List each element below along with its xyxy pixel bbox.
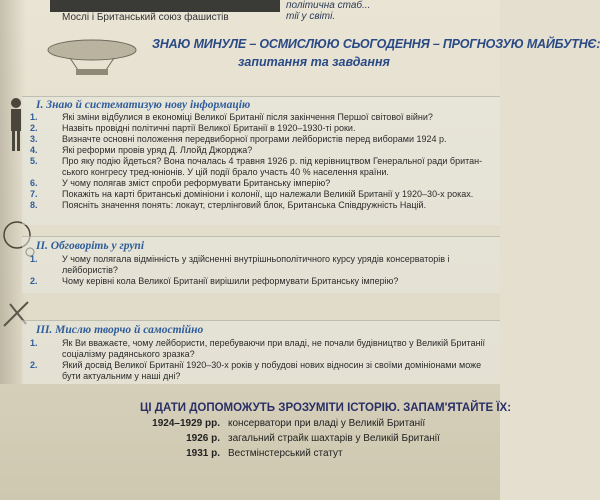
list-item: 3. Визначте основні положення передвиборної програми лейбористів перед виборами 1924 р. xyxy=(30,134,447,144)
top-right-line-2: тії у світі. xyxy=(286,11,336,22)
date-label: 1924–1929 рр. xyxy=(152,418,220,429)
section-1-title: I. Знаю й систематизую нову інформацію xyxy=(36,99,251,111)
date-event: Вестмінстерський статут xyxy=(228,448,343,459)
photo-caption: Мослі і Британський союз фашистів xyxy=(62,12,229,23)
list-item: 4. Які реформи провів уряд Д. Ллойд Джорджа? xyxy=(30,145,253,155)
date-row xyxy=(140,448,500,463)
section-3-title: III. Мислю творчо й самостійно xyxy=(36,324,204,336)
list-item: 7. Покажіть на карті британські домініони і колонії, що належали Великій Британії у 1920–30-х роках. xyxy=(30,189,474,199)
banner-subtitle: запитання та завдання xyxy=(238,55,390,69)
date-event: консерватори при владі у Великій Британії xyxy=(228,418,426,429)
list-item: 6. У чому полягав зміст спроби реформувати Британську імперію? xyxy=(30,178,331,188)
photo-edge xyxy=(50,0,280,12)
airship-illustration xyxy=(30,36,140,82)
dates-title: ЦІ ДАТИ ДОПОМОЖУТЬ ЗРОЗУМІТИ ІСТОРІЮ. ЗАПАМ'ЯТАЙТЕ ЇХ: xyxy=(140,402,512,414)
section-2-list xyxy=(20,254,498,287)
date-row xyxy=(140,418,500,433)
section-banner xyxy=(128,33,600,75)
dates-list xyxy=(140,418,500,463)
date-row xyxy=(140,433,500,448)
date-label: 1926 р. xyxy=(186,433,220,444)
list-item: 1. Як Ви вважаєте, чому лейбористи, перебуваючи при владі, не почали будівництво у Великій Британії xyxy=(30,338,486,348)
list-item: ського конгресу тред-юніонів. У цій події брало участь 40 % населення країни. xyxy=(62,167,389,177)
list-item: 5. Про яку подію йдеться? Вона почалась 4 травня 1926 р. під керівництвом Генеральної ради британ- xyxy=(30,156,483,166)
list-item: 2. Який досвід Великої Британії 1920–30-х років у побудові нових відносин зі своїми домініонами може xyxy=(30,360,482,370)
date-label: 1931 р. xyxy=(186,448,220,459)
list-item: 1. Які зміни відбулися в економіці Великої Британії після закінчення Першої світової війни? xyxy=(30,112,433,122)
top-right-line-1: політична стаб... xyxy=(286,0,371,11)
top-right-text xyxy=(286,0,370,22)
list-item: 2. Назвіть провідні політичні партії Великої Британії в 1920–1930-ті роки. xyxy=(30,123,356,133)
list-item: бути актуальним у наші дні? xyxy=(62,371,181,381)
banner-title: ЗНАЮ МИНУЛЕ – ОСМИСЛЮЮ СЬОГОДЕННЯ – ПРОГНОЗУЮ МАЙБУТНЄ: xyxy=(152,37,600,51)
list-item: 8. Поясніть значення понять: локаут, стерлінговий блок, Британська Співдружність Націй. xyxy=(30,200,427,210)
list-item: 2. Чому керівні кола Великої Британії вирішили реформувати Британську імперію? xyxy=(30,276,399,286)
list-item: 1. У чому полягала відмінність у здійсненні внутрішньополітичного курсу урядів консерваторів і xyxy=(30,254,450,264)
date-event: загальний страйк шахтарів у Великій Британії xyxy=(228,433,440,444)
section-2-title: II. Обговоріть у групі xyxy=(36,240,145,252)
section-1-list xyxy=(20,112,498,211)
list-item: лейбористів? xyxy=(62,265,118,275)
section-3-list xyxy=(20,338,498,382)
list-item: соціалізму радянського зразка? xyxy=(62,349,195,359)
